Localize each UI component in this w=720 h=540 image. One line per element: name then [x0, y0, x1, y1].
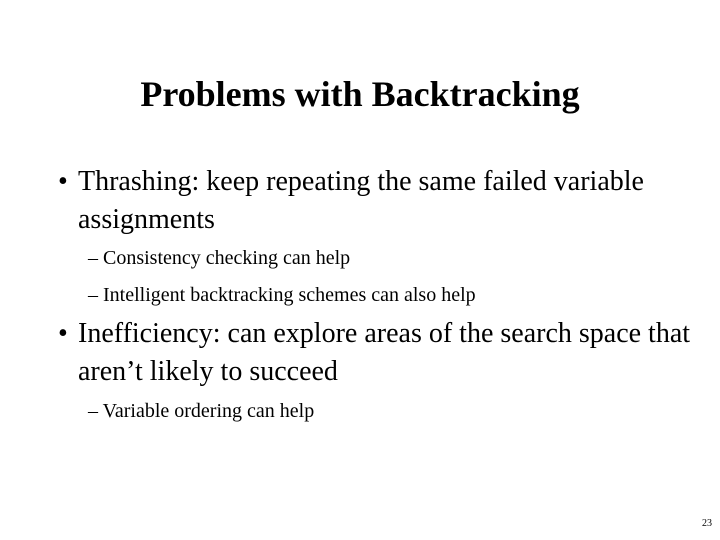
sub-bullet-mark: –: [88, 400, 98, 422]
sub-bullet-consistency: [88, 246, 688, 270]
sub-bullet-mark: –: [88, 247, 98, 269]
bullet-mark: •: [58, 166, 68, 197]
bullet-thrashing: [58, 163, 718, 239]
sub-bullet-mark: –: [88, 284, 98, 306]
bullet-inefficiency: [58, 315, 718, 391]
page-number: 23: [702, 518, 712, 529]
sub-bullet-text: Consistency checking can help: [103, 247, 351, 269]
sub-bullet-variable-ordering: [88, 399, 688, 423]
sub-bullet-intelligent-backtracking: [88, 283, 688, 307]
bullet-text: Inefficiency: can explore areas of the search space that aren’t likely to succeed: [78, 318, 691, 387]
slide-title: Problems with Backtracking: [140, 74, 580, 114]
bullet-text: Thrashing: keep repeating the same failed variable assignments: [78, 166, 644, 235]
sub-bullet-text: Intelligent backtracking schemes can also help: [103, 284, 476, 306]
sub-bullet-text: Variable ordering can help: [102, 400, 315, 422]
bullet-mark: •: [58, 318, 68, 349]
